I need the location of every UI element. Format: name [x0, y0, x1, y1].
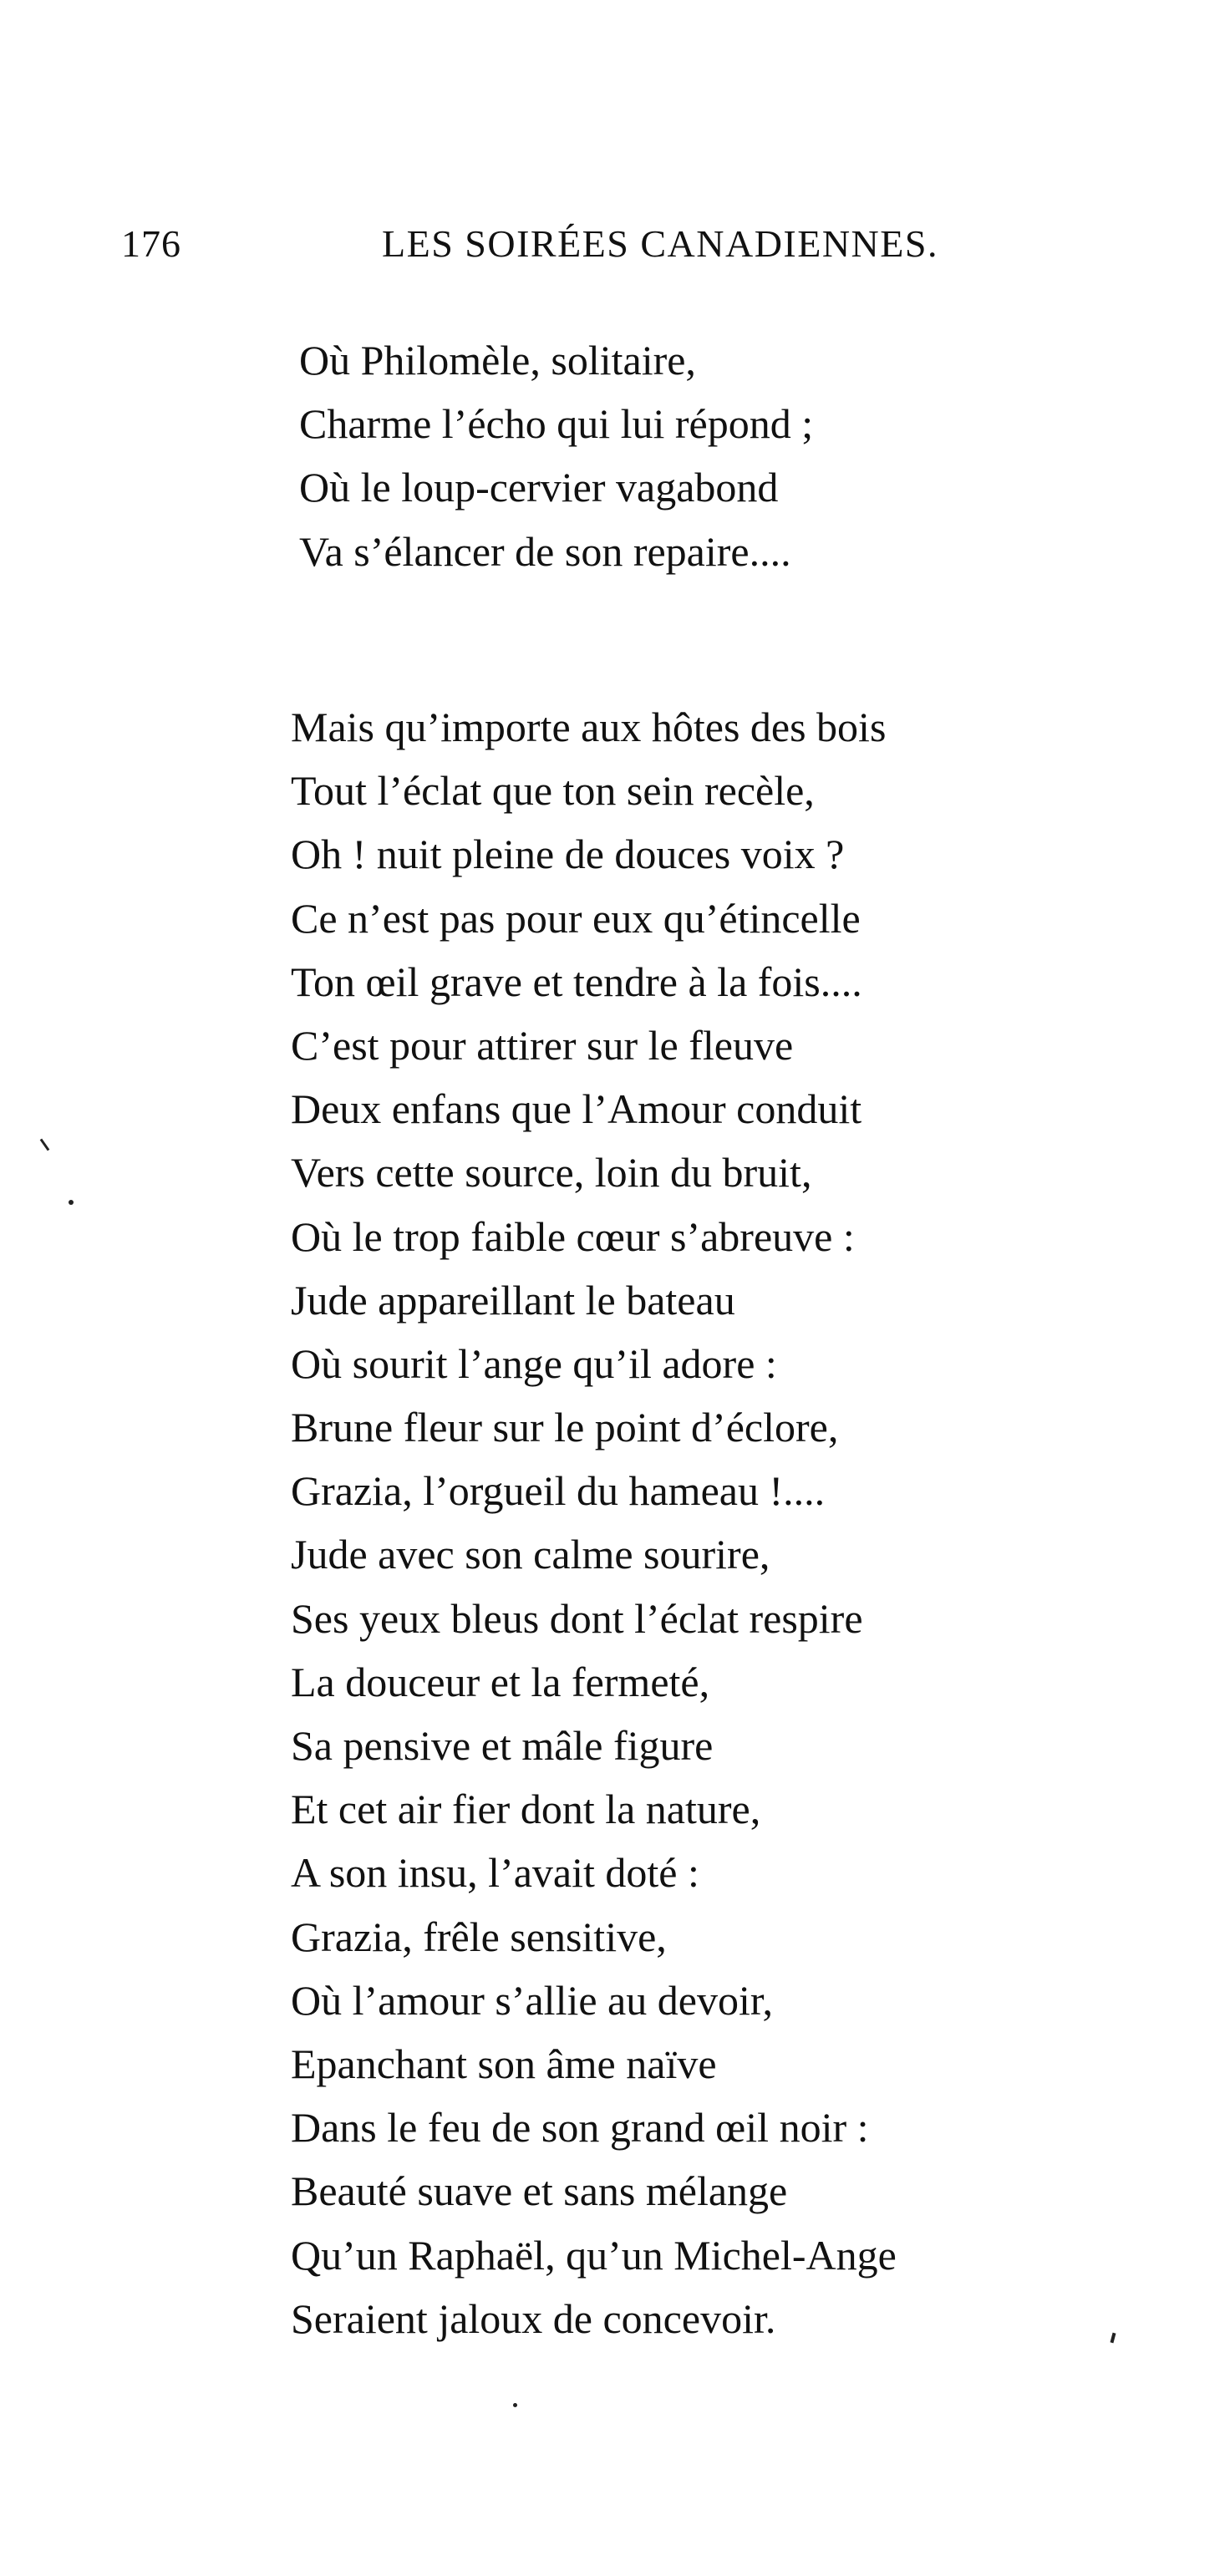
verse-line: Jude avec son calme sourire, — [291, 1531, 770, 1578]
verse-line: A son insu, l’avait doté : — [291, 1849, 699, 1897]
verse-line: Jude appareillant le bateau — [291, 1276, 735, 1324]
verse-line: Ce n’est pas pour eux qu’étincelle — [291, 894, 861, 942]
ink-speck — [1111, 2333, 1116, 2344]
verse-line: Seraient jaloux de concevoir. — [291, 2294, 776, 2342]
ink-speck — [513, 2403, 517, 2407]
verse-line: Tout l’éclat que ton sein recèle, — [291, 767, 815, 815]
verse-line: Où l’amour s’allie au devoir, — [291, 1976, 773, 2024]
verse-line: Où Philomèle, solitaire, — [299, 337, 696, 384]
running-head — [121, 219, 982, 269]
verse-line: Où le loup-cervier vagabond — [299, 464, 779, 511]
verse-line: La douceur et la fermeté, — [291, 1658, 710, 1705]
verse-line: Ton œil grave et tendre à la fois.... — [291, 958, 862, 1005]
verse-line: Grazia, frêle sensitive, — [291, 1913, 667, 1960]
running-title: LES SOIRÉES CANADIENNES. — [382, 222, 938, 265]
stanza-2 — [291, 695, 897, 2350]
verse-line: Brune fleur sur le point d’éclore, — [291, 1404, 839, 1451]
verse-line: Grazia, l’orgueil du hameau !.... — [291, 1467, 826, 1515]
verse-line: Ses yeux bleus dont l’éclat respire — [291, 1594, 863, 1642]
verse-line: Va s’élancer de son repaire.... — [299, 527, 791, 575]
verse-line: Charme l’écho qui lui répond ; — [299, 400, 814, 448]
ink-speck — [69, 1200, 74, 1205]
verse-line: Où sourit l’ange qu’il adore : — [291, 1339, 777, 1387]
ink-speck — [40, 1139, 50, 1151]
verse-line: Qu’un Raphaël, qu’un Michel-Ange — [291, 2231, 897, 2279]
verse-line: Sa pensive et mâle figure — [291, 1722, 714, 1769]
stanza-1 — [291, 328, 813, 583]
page-number: 176 — [121, 222, 181, 265]
verse-line: Epanchant son âme naïve — [291, 2040, 717, 2087]
verse-line: C’est pour attirer sur le fleuve — [291, 1021, 794, 1069]
verse-line: Mais qu’importe aux hôtes des bois — [291, 704, 887, 750]
verse-line: Où le trop faible cœur s’abreuve : — [291, 1212, 855, 1260]
verse-line: Et cet air fier dont la nature, — [291, 1786, 761, 1833]
verse-line: Oh ! nuit pleine de douces voix ? — [291, 831, 845, 878]
verse-line: Dans le feu de son grand œil noir : — [291, 2104, 869, 2152]
verse-line: Deux enfans que l’Amour conduit — [291, 1085, 862, 1133]
verse-line: Vers cette source, loin du bruit, — [291, 1149, 812, 1197]
verse-line: Beauté suave et sans mélange — [291, 2167, 788, 2215]
